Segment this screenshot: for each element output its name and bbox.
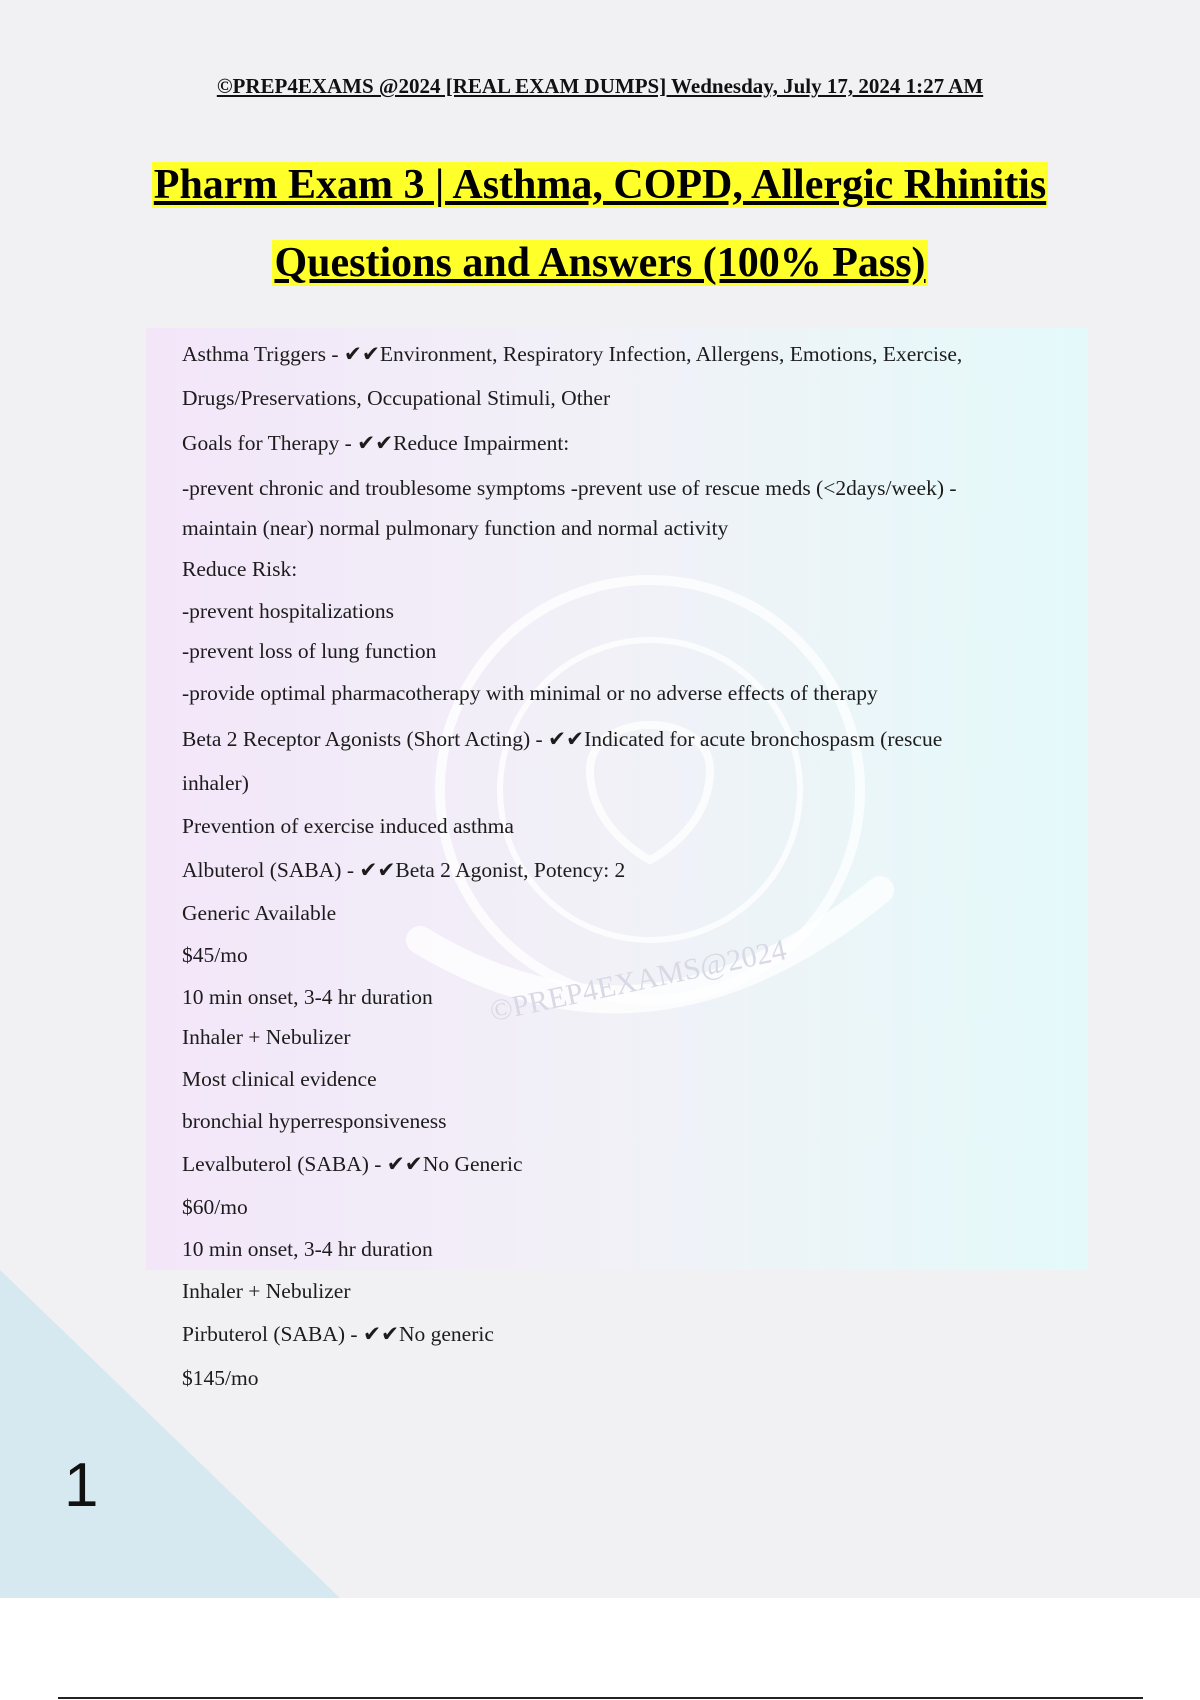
watermark-text: ©PREP4EXAMS@2024 (486, 933, 790, 1029)
content-line: 10 min onset, 3-4 hr duration (182, 1237, 433, 1261)
content-line: -prevent hospitalizations (182, 599, 394, 623)
title-line-1: Pharm Exam 3 | Asthma, COPD, Allergic Rhinitis (153, 162, 1047, 208)
content-line: inhaler) (182, 771, 249, 795)
content-line: $60/mo (182, 1195, 248, 1219)
footer-rule (58, 1697, 1143, 1699)
content-line: Inhaler + Nebulizer (182, 1025, 351, 1049)
title-line-2: Questions and Answers (100% Pass) (274, 240, 926, 286)
document-title (0, 146, 1200, 302)
content-line: Generic Available (182, 901, 337, 925)
content-line: Beta 2 Receptor Agonists (Short Acting) - ✔✔Indicated for acute bronchospasm (rescue (182, 727, 943, 751)
content-line: -provide optimal pharmacotherapy with minimal or no adverse effects of therapy (182, 681, 878, 705)
page-number: 1 (64, 1451, 99, 1520)
content-line: -prevent chronic and troublesome symptoms -prevent use of rescue meds (<2days/week) - (182, 476, 957, 500)
content-line: Albuterol (SABA) - ✔✔Beta 2 Agonist, Potency: 2 (182, 858, 626, 882)
page-header: ©PREP4EXAMS @2024 [REAL EXAM DUMPS] Wednesday, July 17, 2024 1:27 AM (216, 74, 984, 98)
content-line: maintain (near) normal pulmonary function and normal activity (182, 516, 729, 540)
content-line: Asthma Triggers - ✔✔Environment, Respiratory Infection, Allergens, Emotions, Exercise, (182, 342, 963, 366)
content-line: Levalbuterol (SABA) - ✔✔No Generic (182, 1152, 523, 1176)
content-line: Reduce Risk: (182, 557, 298, 581)
content-line: Pirbuterol (SABA) - ✔✔No generic (182, 1322, 494, 1346)
content-line: 10 min onset, 3-4 hr duration (182, 985, 433, 1009)
content-line: $145/mo (182, 1366, 259, 1390)
content-line: Most clinical evidence (182, 1067, 377, 1091)
content-line: Inhaler + Nebulizer (182, 1279, 351, 1303)
content-line: $45/mo (182, 943, 248, 967)
content-line: -prevent loss of lung function (182, 639, 437, 663)
content-line: Goals for Therapy - ✔✔Reduce Impairment: (182, 431, 570, 455)
content-line: bronchial hyperresponsiveness (182, 1109, 447, 1133)
content-line: Prevention of exercise induced asthma (182, 814, 514, 838)
content-line: Drugs/Preservations, Occupational Stimuli, Other (182, 386, 611, 410)
corner-decoration (0, 1270, 340, 1598)
